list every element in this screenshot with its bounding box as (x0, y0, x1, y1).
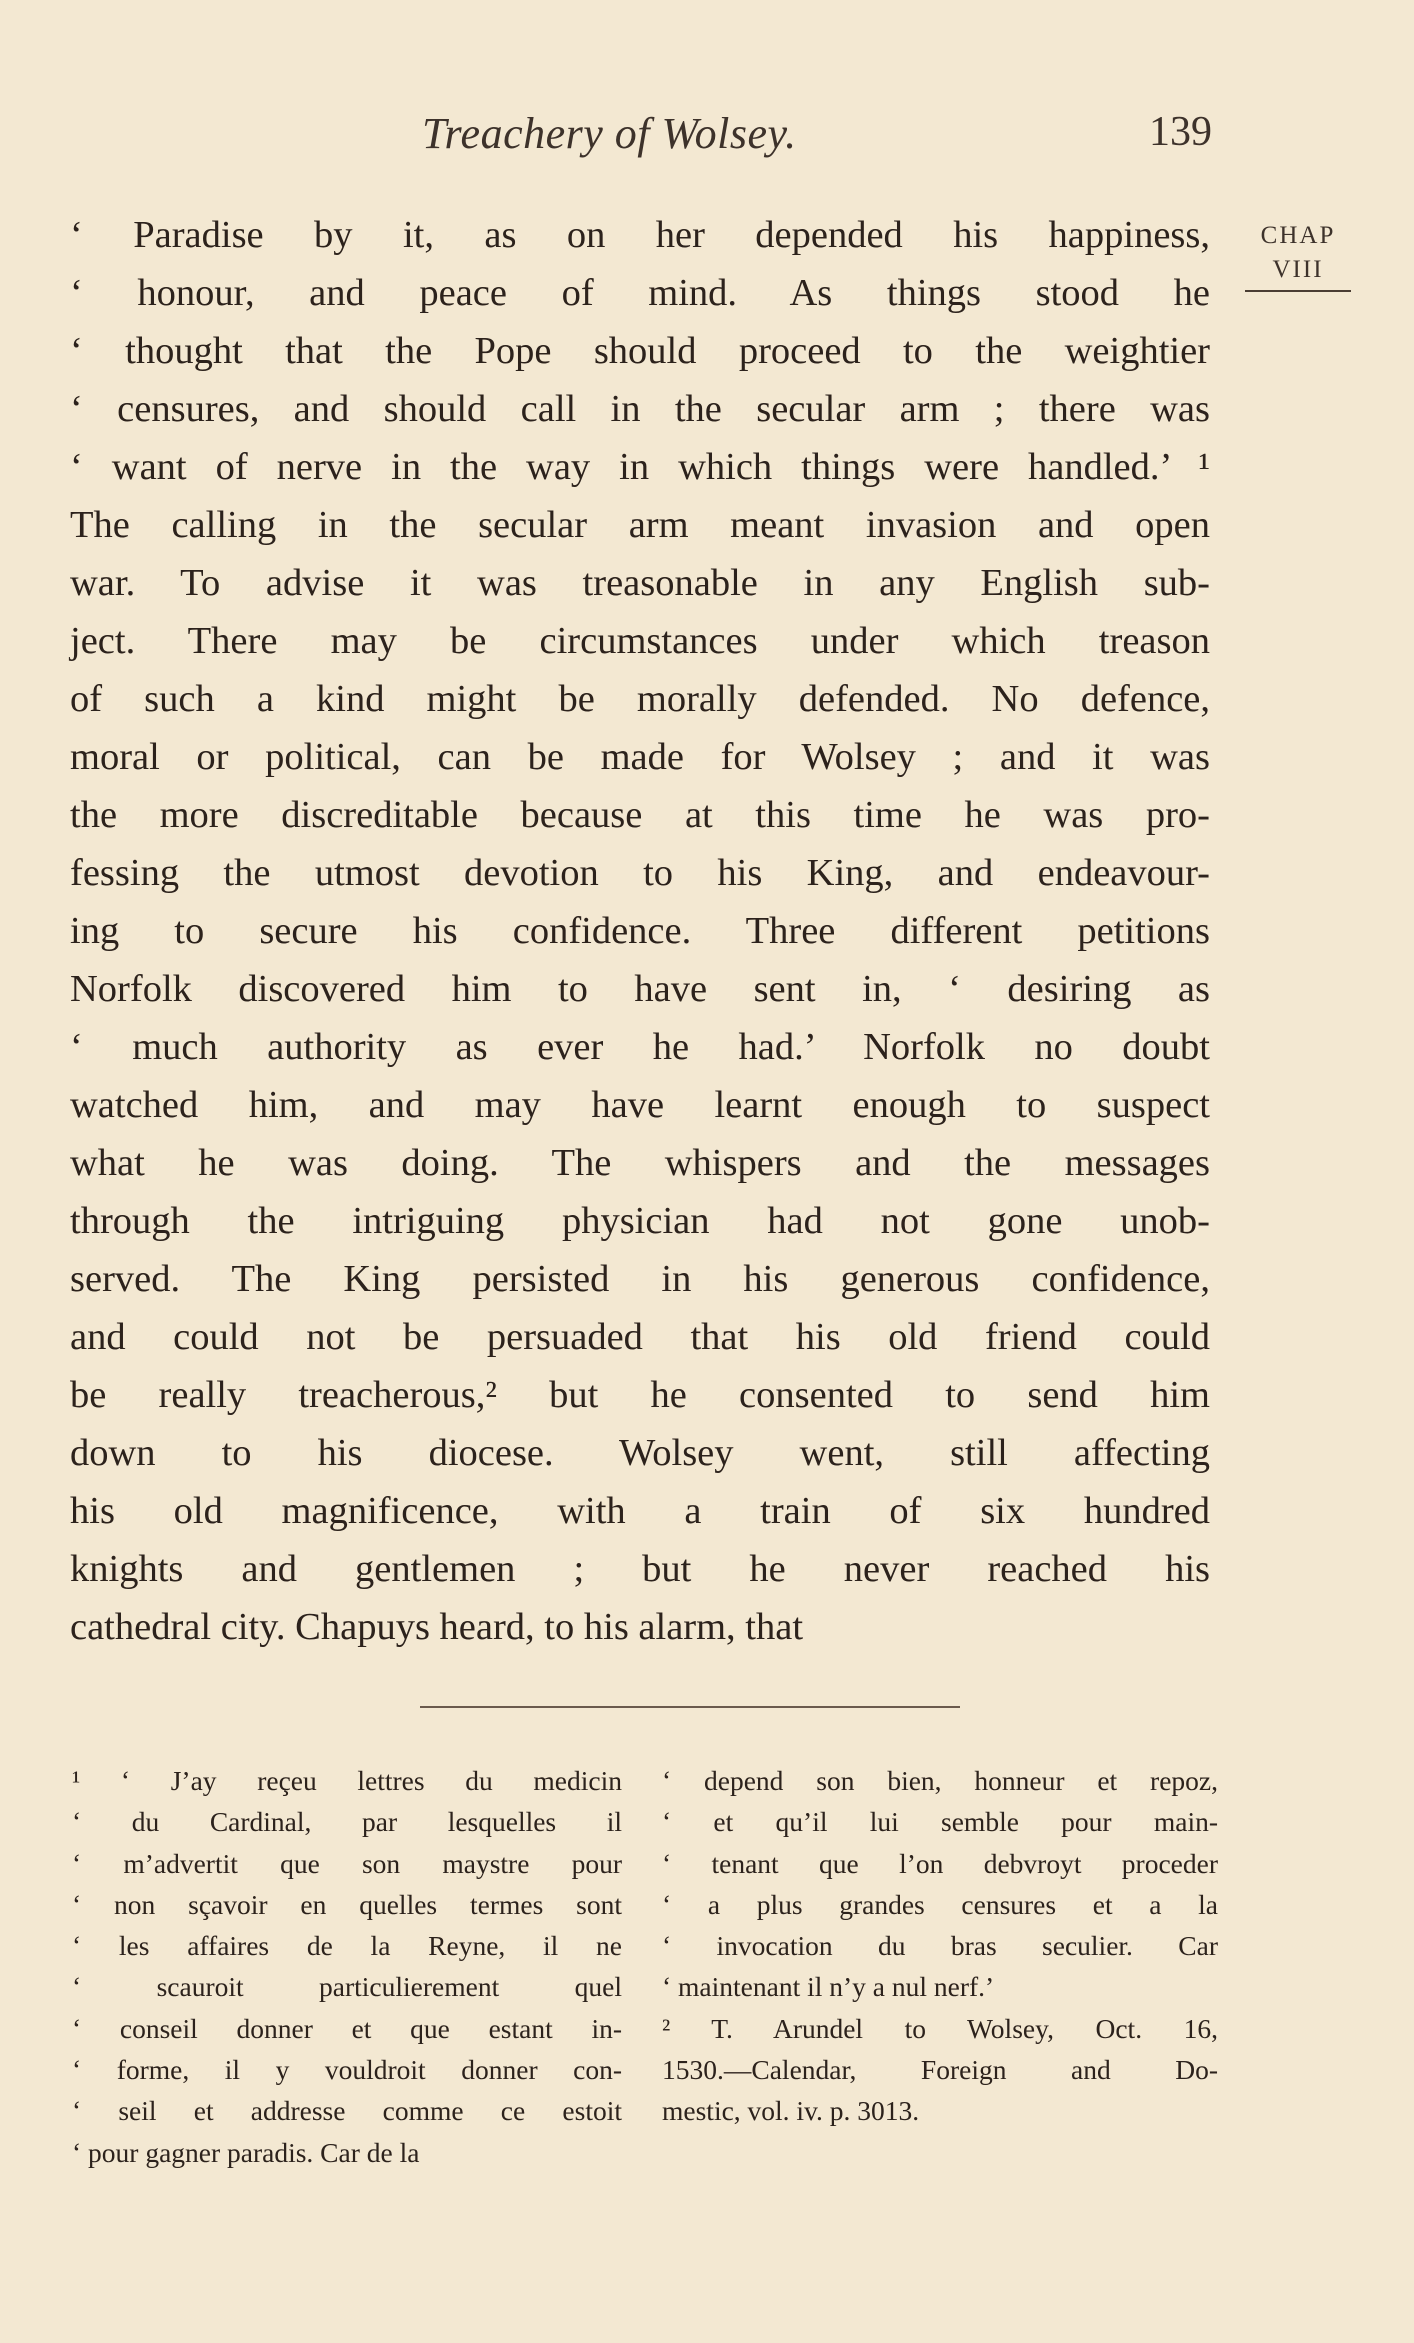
body-line: ‘ censures, and should call in the secular arm ; there was (70, 388, 1210, 430)
body-line: be really treacherous,² but he consented to send him (70, 1374, 1210, 1416)
body-text (70, 206, 1210, 1656)
footnote-line: ‘ a plus grandes censures et a la (662, 1888, 1218, 1920)
page-number: 139 (1149, 109, 1212, 155)
footnote-line: ‘ scauroit particulierement quel (72, 1971, 622, 2003)
margin-note-chap-number: VIII (1272, 256, 1324, 283)
body-line: ‘ want of nerve in the way in which things were handled.’ ¹ (70, 446, 1210, 488)
running-title: Treachery of Wolsey. (422, 109, 797, 158)
running-head (72, 108, 1212, 168)
body-line: the more discreditable because at this time he was pro- (70, 794, 1210, 836)
body-line: The calling in the secular arm meant invasion and open (70, 504, 1210, 546)
footnote-line: ‘ pour gagner paradis. Car de la (72, 2136, 420, 2168)
body-line: fessing the utmost devotion to his King, and endeavour- (70, 852, 1210, 894)
body-line: Norfolk discovered him to have sent in, ‘ desiring as (70, 968, 1210, 1010)
margin-note-chapter (1248, 222, 1348, 292)
footnote-line: 1530.—Calendar, Foreign and Do- (662, 2054, 1218, 2086)
footnote-line: mestic, vol. iv. p. 3013. (662, 2095, 920, 2127)
body-line: served. The King persisted in his generous confidence, (70, 1258, 1210, 1300)
margin-note-rule (1245, 290, 1351, 292)
footnote-separator-rule (420, 1706, 960, 1708)
body-line: war. To advise it was treasonable in any English sub- (70, 562, 1210, 604)
body-line: ing to secure his confidence. Three different petitions (70, 910, 1210, 952)
body-line: down to his diocese. Wolsey went, still affecting (70, 1432, 1210, 1474)
margin-note-chap-label: CHAP (1260, 222, 1336, 249)
footnote-line: ‘ les affaires de la Reyne, il ne (72, 1930, 622, 1962)
footnote-line: ‘ non sçavoir en quelles termes sont (72, 1888, 622, 1920)
footnote-line: ‘ du Cardinal, par lesquelles il (72, 1806, 622, 1838)
body-line: cathedral city. Chapuys heard, to his alarm, that (70, 1606, 804, 1648)
footnote-line: ‘ depend son bien, honneur et repoz, (662, 1765, 1218, 1796)
footnote-line: ‘ m’advertit que son maystre pour (72, 1847, 622, 1879)
body-line: ‘ thought that the Pope should proceed to the weightier (70, 330, 1210, 372)
body-line: ‘ honour, and peace of mind. As things stood he (70, 272, 1210, 314)
footnotes (72, 1760, 1218, 2168)
footnote-line: ‘ et qu’il lui semble pour main- (662, 1806, 1218, 1838)
footnote-line: ‘ conseil donner et que estant in- (72, 2012, 622, 2044)
footnote-line: ‘ seil et addresse comme ce estoit (72, 2095, 622, 2127)
body-line: ‘ much authority as ever he had.’ Norfolk no doubt (70, 1026, 1210, 1068)
body-line: and could not be persuaded that his old friend could (70, 1316, 1210, 1358)
body-line: of such a kind might be morally defended. No defence, (70, 678, 1210, 720)
body-line: his old magnificence, with a train of six hundred (70, 1490, 1210, 1532)
body-line: ject. There may be circumstances under which treason (70, 620, 1210, 662)
footnote-line: ‘ maintenant il n’y a nul nerf.’ (662, 1971, 995, 2003)
body-line: what he was doing. The whispers and the messages (70, 1142, 1210, 1184)
footnote-column-left (72, 1760, 622, 2173)
body-line: moral or political, can be made for Wolsey ; and it was (70, 736, 1210, 778)
body-line: knights and gentlemen ; but he never reached his (70, 1548, 1210, 1590)
body-line: through the intriguing physician had not gone unob- (70, 1200, 1210, 1242)
body-line: watched him, and may have learnt enough to suspect (70, 1084, 1210, 1126)
body-line: ‘ Paradise by it, as on her depended his happiness, (70, 214, 1210, 256)
footnote-column-right (662, 1760, 1218, 2132)
footnote-line: ² T. Arundel to Wolsey, Oct. 16, (662, 2012, 1218, 2044)
footnote-line: ‘ tenant que l’on debvroyt proceder (662, 1847, 1218, 1879)
footnote-line: ¹ ‘ J’ay reçeu lettres du medicin (72, 1765, 622, 1796)
footnote-line: ‘ forme, il y vouldroit donner con- (72, 2054, 622, 2086)
footnote-line: ‘ invocation du bras seculier. Car (662, 1930, 1218, 1962)
